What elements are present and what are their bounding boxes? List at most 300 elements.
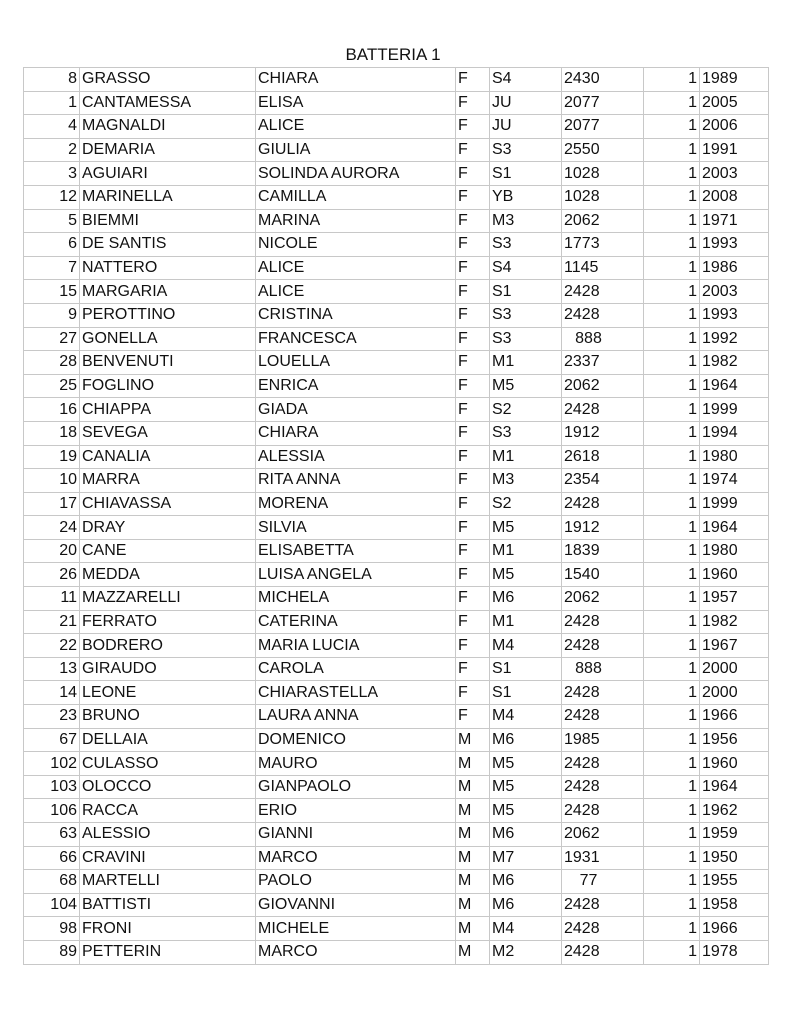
count-cell: 1: [644, 893, 700, 917]
first-name-cell: MARIA LUCIA: [256, 634, 456, 658]
sex-cell: F: [456, 421, 490, 445]
count-cell: 1: [644, 256, 700, 280]
category-cell: S4: [490, 68, 562, 92]
bib-number-cell: 13: [24, 657, 80, 681]
first-name-cell: ELISABETTA: [256, 539, 456, 563]
surname-cell: BRUNO: [80, 705, 256, 729]
count-cell: 1: [644, 775, 700, 799]
table-row: [24, 917, 769, 941]
surname-cell: DEMARIA: [80, 138, 256, 162]
first-name-cell: CHIARA: [256, 68, 456, 92]
surname-cell: BIEMMI: [80, 209, 256, 233]
first-name-cell: MICHELA: [256, 587, 456, 611]
time-cell: 1028: [562, 162, 644, 186]
table-row: [24, 445, 769, 469]
birth-year-cell: 1991: [700, 138, 769, 162]
bib-number-cell: 6: [24, 233, 80, 257]
time-cell: 2428: [562, 303, 644, 327]
surname-cell: BATTISTI: [80, 893, 256, 917]
table-row: [24, 940, 769, 964]
first-name-cell: CHIARASTELLA: [256, 681, 456, 705]
birth-year-cell: 1962: [700, 799, 769, 823]
birth-year-cell: 1967: [700, 634, 769, 658]
birth-year-cell: 1964: [700, 516, 769, 540]
surname-cell: CHIAVASSA: [80, 492, 256, 516]
bib-number-cell: 16: [24, 398, 80, 422]
birth-year-cell: 1964: [700, 775, 769, 799]
bib-number-cell: 68: [24, 870, 80, 894]
bib-number-cell: 89: [24, 940, 80, 964]
first-name-cell: MARCO: [256, 846, 456, 870]
count-cell: 1: [644, 587, 700, 611]
category-cell: M3: [490, 209, 562, 233]
bib-number-cell: 14: [24, 681, 80, 705]
time-cell: 2062: [562, 823, 644, 847]
count-cell: 1: [644, 823, 700, 847]
first-name-cell: CAROLA: [256, 657, 456, 681]
surname-cell: AGUIARI: [80, 162, 256, 186]
table-row: [24, 728, 769, 752]
sex-cell: M: [456, 775, 490, 799]
sex-cell: F: [456, 492, 490, 516]
first-name-cell: CATERINA: [256, 610, 456, 634]
time-cell: 2618: [562, 445, 644, 469]
birth-year-cell: 1964: [700, 374, 769, 398]
surname-cell: CHIAPPA: [80, 398, 256, 422]
time-cell: 2062: [562, 374, 644, 398]
time-cell: 2428: [562, 634, 644, 658]
time-cell: 1931: [562, 846, 644, 870]
birth-year-cell: 1993: [700, 303, 769, 327]
first-name-cell: GIOVANNI: [256, 893, 456, 917]
time-cell: 2428: [562, 280, 644, 304]
count-cell: 1: [644, 728, 700, 752]
surname-cell: CULASSO: [80, 752, 256, 776]
category-cell: M1: [490, 351, 562, 375]
sex-cell: F: [456, 185, 490, 209]
table-row: [24, 256, 769, 280]
sex-cell: F: [456, 351, 490, 375]
bib-number-cell: 5: [24, 209, 80, 233]
first-name-cell: ALESSIA: [256, 445, 456, 469]
table-row: [24, 823, 769, 847]
count-cell: 1: [644, 351, 700, 375]
table-row: [24, 657, 769, 681]
surname-cell: SEVEGA: [80, 421, 256, 445]
bib-number-cell: 12: [24, 185, 80, 209]
count-cell: 1: [644, 539, 700, 563]
sex-cell: F: [456, 587, 490, 611]
category-cell: M6: [490, 728, 562, 752]
bib-number-cell: 98: [24, 917, 80, 941]
sex-cell: F: [456, 138, 490, 162]
surname-cell: CANE: [80, 539, 256, 563]
bib-number-cell: 104: [24, 893, 80, 917]
bib-number-cell: 67: [24, 728, 80, 752]
first-name-cell: LAURA ANNA: [256, 705, 456, 729]
table-row: [24, 233, 769, 257]
count-cell: 1: [644, 68, 700, 92]
count-cell: 1: [644, 917, 700, 941]
count-cell: 1: [644, 115, 700, 139]
surname-cell: BODRERO: [80, 634, 256, 658]
time-cell: 2428: [562, 799, 644, 823]
bib-number-cell: 66: [24, 846, 80, 870]
birth-year-cell: 1982: [700, 351, 769, 375]
first-name-cell: MARINA: [256, 209, 456, 233]
bib-number-cell: 106: [24, 799, 80, 823]
bib-number-cell: 23: [24, 705, 80, 729]
first-name-cell: MORENA: [256, 492, 456, 516]
sex-cell: F: [456, 563, 490, 587]
table-row: [24, 303, 769, 327]
bib-number-cell: 15: [24, 280, 80, 304]
heat-table: [23, 67, 769, 965]
table-row: [24, 610, 769, 634]
time-cell: 2550: [562, 138, 644, 162]
category-cell: M5: [490, 799, 562, 823]
category-cell: S1: [490, 681, 562, 705]
category-cell: M1: [490, 539, 562, 563]
count-cell: 1: [644, 445, 700, 469]
sex-cell: M: [456, 823, 490, 847]
surname-cell: MARINELLA: [80, 185, 256, 209]
sex-cell: F: [456, 209, 490, 233]
time-cell: 2077: [562, 115, 644, 139]
first-name-cell: CRISTINA: [256, 303, 456, 327]
count-cell: 1: [644, 846, 700, 870]
birth-year-cell: 1960: [700, 563, 769, 587]
table-row: [24, 775, 769, 799]
first-name-cell: GIULIA: [256, 138, 456, 162]
table-row: [24, 516, 769, 540]
first-name-cell: NICOLE: [256, 233, 456, 257]
category-cell: M6: [490, 893, 562, 917]
sex-cell: F: [456, 539, 490, 563]
category-cell: M6: [490, 823, 562, 847]
time-cell: 2354: [562, 469, 644, 493]
birth-year-cell: 2005: [700, 91, 769, 115]
sex-cell: F: [456, 115, 490, 139]
first-name-cell: LUISA ANGELA: [256, 563, 456, 587]
page-title: BATTERIA 1: [345, 45, 441, 64]
time-cell: 1912: [562, 516, 644, 540]
birth-year-cell: 1994: [700, 421, 769, 445]
table-row: [24, 492, 769, 516]
sex-cell: M: [456, 752, 490, 776]
surname-cell: DE SANTIS: [80, 233, 256, 257]
bib-number-cell: 24: [24, 516, 80, 540]
bib-number-cell: 102: [24, 752, 80, 776]
birth-year-cell: 1966: [700, 917, 769, 941]
sex-cell: F: [456, 469, 490, 493]
category-cell: S3: [490, 327, 562, 351]
bib-number-cell: 17: [24, 492, 80, 516]
category-cell: M5: [490, 775, 562, 799]
count-cell: 1: [644, 327, 700, 351]
first-name-cell: MARCO: [256, 940, 456, 964]
category-cell: M4: [490, 634, 562, 658]
table-row: [24, 115, 769, 139]
birth-year-cell: 1966: [700, 705, 769, 729]
surname-cell: FOGLINO: [80, 374, 256, 398]
count-cell: 1: [644, 162, 700, 186]
table-row: [24, 563, 769, 587]
bib-number-cell: 1: [24, 91, 80, 115]
surname-cell: FRONI: [80, 917, 256, 941]
category-cell: M7: [490, 846, 562, 870]
surname-cell: LEONE: [80, 681, 256, 705]
sex-cell: F: [456, 162, 490, 186]
bib-number-cell: 28: [24, 351, 80, 375]
birth-year-cell: 1974: [700, 469, 769, 493]
sex-cell: F: [456, 634, 490, 658]
surname-cell: MARTELLI: [80, 870, 256, 894]
first-name-cell: GIANNI: [256, 823, 456, 847]
table-row: [24, 705, 769, 729]
category-cell: S4: [490, 256, 562, 280]
category-cell: S3: [490, 138, 562, 162]
category-cell: M6: [490, 870, 562, 894]
first-name-cell: FRANCESCA: [256, 327, 456, 351]
bib-number-cell: 3: [24, 162, 80, 186]
time-cell: 2428: [562, 775, 644, 799]
time-cell: 2428: [562, 398, 644, 422]
sex-cell: F: [456, 327, 490, 351]
surname-cell: GRASSO: [80, 68, 256, 92]
table-row: [24, 68, 769, 92]
bib-number-cell: 10: [24, 469, 80, 493]
category-cell: M3: [490, 469, 562, 493]
table-row: [24, 799, 769, 823]
bib-number-cell: 25: [24, 374, 80, 398]
table-row: [24, 681, 769, 705]
surname-cell: ALESSIO: [80, 823, 256, 847]
time-cell: 2337: [562, 351, 644, 375]
count-cell: 1: [644, 940, 700, 964]
category-cell: M2: [490, 940, 562, 964]
table-row: [24, 327, 769, 351]
first-name-cell: LOUELLA: [256, 351, 456, 375]
sex-cell: F: [456, 610, 490, 634]
sex-cell: F: [456, 233, 490, 257]
count-cell: 1: [644, 799, 700, 823]
sex-cell: F: [456, 398, 490, 422]
category-cell: M1: [490, 610, 562, 634]
table-row: [24, 280, 769, 304]
birth-year-cell: 1993: [700, 233, 769, 257]
bib-number-cell: 18: [24, 421, 80, 445]
bib-number-cell: 7: [24, 256, 80, 280]
sex-cell: F: [456, 445, 490, 469]
first-name-cell: ENRICA: [256, 374, 456, 398]
category-cell: S3: [490, 421, 562, 445]
sex-cell: F: [456, 91, 490, 115]
surname-cell: PEROTTINO: [80, 303, 256, 327]
category-cell: JU: [490, 115, 562, 139]
count-cell: 1: [644, 516, 700, 540]
sex-cell: M: [456, 799, 490, 823]
bib-number-cell: 22: [24, 634, 80, 658]
table-row: [24, 398, 769, 422]
count-cell: 1: [644, 233, 700, 257]
sex-cell: M: [456, 728, 490, 752]
birth-year-cell: 1950: [700, 846, 769, 870]
surname-cell: DRAY: [80, 516, 256, 540]
category-cell: M4: [490, 917, 562, 941]
bib-number-cell: 26: [24, 563, 80, 587]
time-cell: 2428: [562, 705, 644, 729]
time-cell: 888: [562, 327, 644, 351]
surname-cell: FERRATO: [80, 610, 256, 634]
table-row: [24, 209, 769, 233]
time-cell: 1773: [562, 233, 644, 257]
count-cell: 1: [644, 421, 700, 445]
count-cell: 1: [644, 563, 700, 587]
time-cell: 2428: [562, 492, 644, 516]
count-cell: 1: [644, 91, 700, 115]
bib-number-cell: 19: [24, 445, 80, 469]
time-cell: 888: [562, 657, 644, 681]
birth-year-cell: 1959: [700, 823, 769, 847]
time-cell: 2428: [562, 917, 644, 941]
surname-cell: NATTERO: [80, 256, 256, 280]
surname-cell: CRAVINI: [80, 846, 256, 870]
birth-year-cell: 2003: [700, 162, 769, 186]
first-name-cell: PAOLO: [256, 870, 456, 894]
time-cell: 1540: [562, 563, 644, 587]
table-row: [24, 587, 769, 611]
time-cell: 1912: [562, 421, 644, 445]
surname-cell: DELLAIA: [80, 728, 256, 752]
count-cell: 1: [644, 398, 700, 422]
bib-number-cell: 9: [24, 303, 80, 327]
sex-cell: F: [456, 256, 490, 280]
birth-year-cell: 1986: [700, 256, 769, 280]
time-cell: 1985: [562, 728, 644, 752]
first-name-cell: DOMENICO: [256, 728, 456, 752]
first-name-cell: GIANPAOLO: [256, 775, 456, 799]
first-name-cell: ERIO: [256, 799, 456, 823]
birth-year-cell: 2003: [700, 280, 769, 304]
category-cell: M5: [490, 752, 562, 776]
table-row: [24, 351, 769, 375]
category-cell: YB: [490, 185, 562, 209]
table-row: [24, 469, 769, 493]
surname-cell: MARGARIA: [80, 280, 256, 304]
time-cell: 1839: [562, 539, 644, 563]
birth-year-cell: 1958: [700, 893, 769, 917]
surname-cell: MARRA: [80, 469, 256, 493]
birth-year-cell: 1955: [700, 870, 769, 894]
surname-cell: GIRAUDO: [80, 657, 256, 681]
time-cell: 1145: [562, 256, 644, 280]
category-cell: M5: [490, 374, 562, 398]
first-name-cell: MICHELE: [256, 917, 456, 941]
count-cell: 1: [644, 303, 700, 327]
bib-number-cell: 103: [24, 775, 80, 799]
surname-cell: PETTERIN: [80, 940, 256, 964]
category-cell: M4: [490, 705, 562, 729]
surname-cell: MAGNALDI: [80, 115, 256, 139]
count-cell: 1: [644, 469, 700, 493]
bib-number-cell: 8: [24, 68, 80, 92]
birth-year-cell: 1982: [700, 610, 769, 634]
bib-number-cell: 11: [24, 587, 80, 611]
first-name-cell: GIADA: [256, 398, 456, 422]
count-cell: 1: [644, 185, 700, 209]
bib-number-cell: 63: [24, 823, 80, 847]
category-cell: S2: [490, 398, 562, 422]
count-cell: 1: [644, 492, 700, 516]
bib-number-cell: 20: [24, 539, 80, 563]
sex-cell: F: [456, 303, 490, 327]
category-cell: M5: [490, 516, 562, 540]
surname-cell: CANALIA: [80, 445, 256, 469]
time-cell: 2428: [562, 893, 644, 917]
birth-year-cell: 1956: [700, 728, 769, 752]
birth-year-cell: 1978: [700, 940, 769, 964]
category-cell: S3: [490, 303, 562, 327]
category-cell: M5: [490, 563, 562, 587]
category-cell: S3: [490, 233, 562, 257]
count-cell: 1: [644, 280, 700, 304]
first-name-cell: SOLINDA AURORA: [256, 162, 456, 186]
category-cell: M1: [490, 445, 562, 469]
count-cell: 1: [644, 374, 700, 398]
sex-cell: F: [456, 657, 490, 681]
birth-year-cell: 1957: [700, 587, 769, 611]
time-cell: 2428: [562, 610, 644, 634]
first-name-cell: ALICE: [256, 280, 456, 304]
count-cell: 1: [644, 681, 700, 705]
birth-year-cell: 1980: [700, 539, 769, 563]
surname-cell: MEDDA: [80, 563, 256, 587]
bib-number-cell: 27: [24, 327, 80, 351]
birth-year-cell: 2000: [700, 657, 769, 681]
birth-year-cell: 2000: [700, 681, 769, 705]
birth-year-cell: 1980: [700, 445, 769, 469]
count-cell: 1: [644, 610, 700, 634]
category-cell: S2: [490, 492, 562, 516]
first-name-cell: SILVIA: [256, 516, 456, 540]
birth-year-cell: 2006: [700, 115, 769, 139]
category-cell: M6: [490, 587, 562, 611]
sex-cell: M: [456, 893, 490, 917]
birth-year-cell: 2008: [700, 185, 769, 209]
time-cell: 2062: [562, 209, 644, 233]
table-row: [24, 846, 769, 870]
table-row: [24, 539, 769, 563]
first-name-cell: CHIARA: [256, 421, 456, 445]
first-name-cell: MAURO: [256, 752, 456, 776]
sex-cell: F: [456, 681, 490, 705]
table-row: [24, 138, 769, 162]
surname-cell: GONELLA: [80, 327, 256, 351]
time-cell: 2428: [562, 752, 644, 776]
time-cell: 77: [562, 870, 644, 894]
bib-number-cell: 4: [24, 115, 80, 139]
first-name-cell: RITA ANNA: [256, 469, 456, 493]
table-row: [24, 374, 769, 398]
category-cell: S1: [490, 657, 562, 681]
sex-cell: F: [456, 280, 490, 304]
time-cell: 2428: [562, 940, 644, 964]
sex-cell: F: [456, 68, 490, 92]
birth-year-cell: 1992: [700, 327, 769, 351]
surname-cell: MAZZARELLI: [80, 587, 256, 611]
birth-year-cell: 1971: [700, 209, 769, 233]
